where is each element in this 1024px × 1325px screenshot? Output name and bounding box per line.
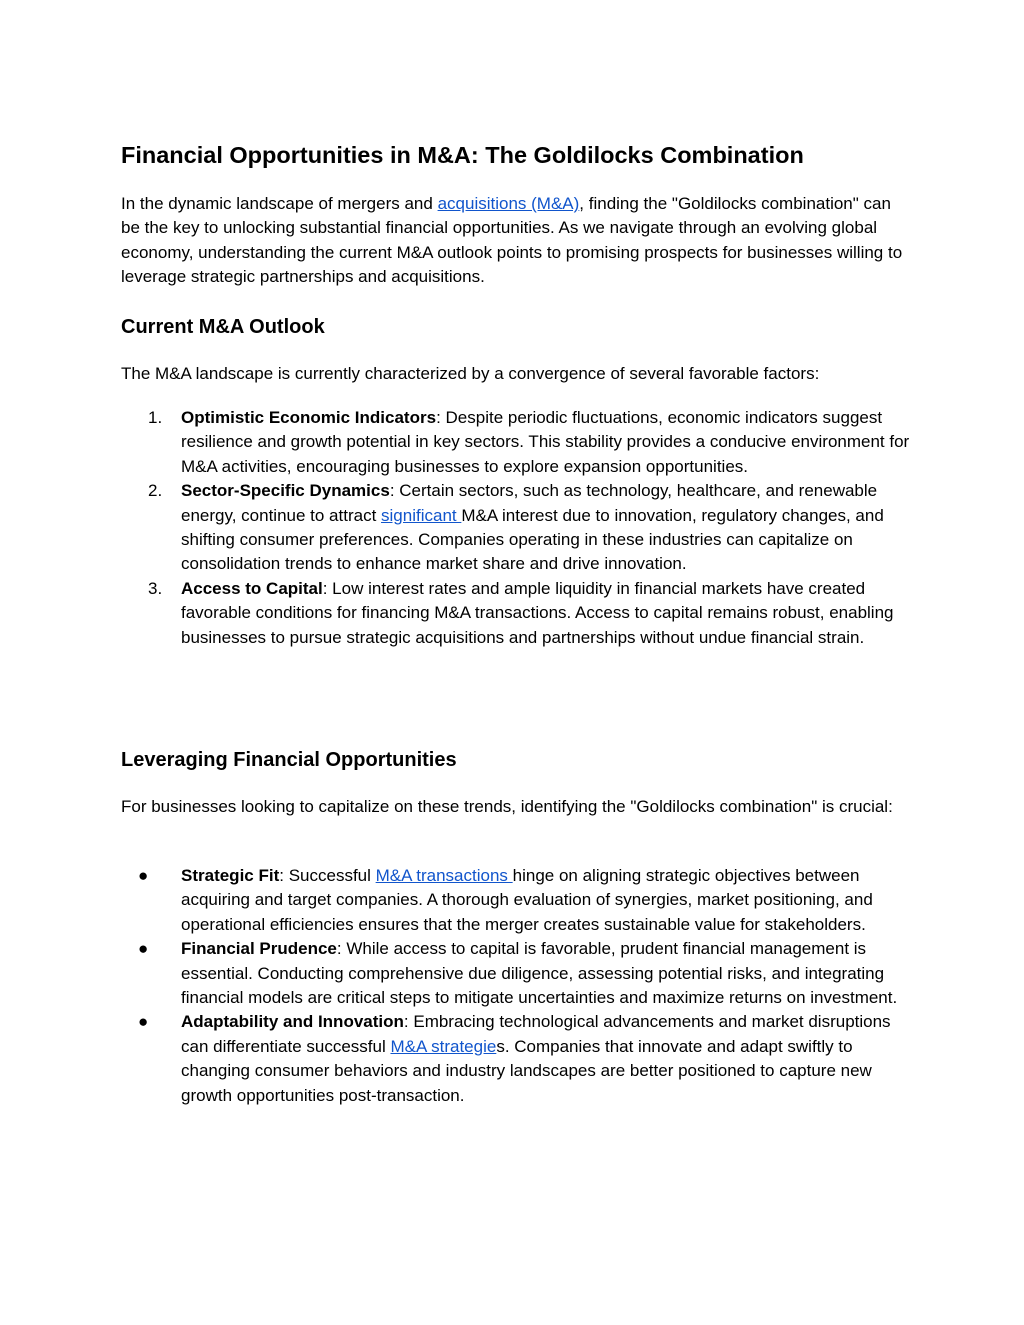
list-item-body: : Successful (279, 866, 376, 885)
list-number: 2. (148, 481, 163, 501)
outlook-heading: Current M&A Outlook (121, 316, 325, 338)
intro-paragraph (121, 192, 911, 290)
list-item (121, 406, 911, 479)
list-item-text (181, 479, 911, 577)
list-item-body: : While access to capital is favorable, prudent financial management is essential. Conducting comprehensive due diligence, assessing potential risks, and integrating financial models are critical steps to mitigate uncertainties and maximize returns on investment. (181, 939, 898, 1008)
list-item-body: : Embracing technological advancements and market disruptions can differentiate successful (181, 1012, 891, 1056)
list-item (121, 864, 911, 937)
list-number: 1. (148, 408, 163, 427)
leveraging-heading: Leveraging Financial Opportunities (121, 749, 457, 771)
leveraging-lead: For businesses looking to capitalize on these trends, identifying the "Goldilocks combination" is crucial: (121, 797, 893, 816)
list-item-body: : Low interest rates and ample liquidity in financial markets have created favorable conditions for financing M&A transactions. Access to capital remains robust, enabling businesses to pursue strategic acquisitions and partnerships without undue financial strain. (181, 578, 894, 647)
list-item-text (181, 1010, 911, 1108)
list-item-body-after: M&A interest due to innovation, regulatory changes, and shifting consumer preferences. Companies operating in these industries can capitalize on consolidation trends to enhance market share and drive innovation. (181, 505, 884, 574)
list-item-term: Optimistic Economic Indicators (181, 408, 437, 427)
page-title: Financial Opportunities in M&A: The Goldilocks Combination (121, 142, 804, 168)
list-item-term: Sector-Specific Dynamics (181, 481, 390, 501)
list-item-text (181, 937, 911, 1010)
list-item-text (181, 406, 911, 479)
outlook-numbered-list (121, 406, 911, 650)
ma-strategies-link[interactable]: M&A strategie (390, 1036, 497, 1056)
list-number: 3. (148, 578, 163, 598)
bullet-icon: ● (138, 1012, 149, 1032)
acquisitions-link[interactable]: acquisitions (M&A) (437, 194, 580, 213)
intro-text-after: , finding the "Goldilocks combination" can be the key to unlocking substantial financial opportunities. As we navigate through an evolving global economy, understanding the current M&A outlook points to promising prospects for businesses willing to leverage strategic partnerships and acquisitions. (121, 194, 903, 287)
leveraging-bullet-list (121, 864, 911, 1108)
intro-text-before: In the dynamic landscape of mergers and (121, 194, 438, 213)
significant-link[interactable]: significant (381, 505, 462, 525)
list-item (121, 937, 911, 1010)
list-item-text (181, 864, 911, 937)
list-item-body-after: hinge on aligning strategic objectives between acquiring and target companies. A thorough evaluation of synergies, market positioning, and operational efficiencies ensures that the merger creates sustainable value for stakeholders. (181, 866, 873, 934)
list-item-body: : Certain sectors, such as technology, healthcare, and renewable energy, continue to attract (181, 481, 878, 525)
bullet-icon: ● (138, 939, 149, 959)
list-item-term: Adaptability and Innovation (181, 1012, 404, 1032)
list-item-body-after: s. Companies that innovate and adapt swiftly to changing consumer behaviors and industry landscapes are better positioned to capture new growth opportunities post-transaction. (181, 1036, 872, 1105)
list-item-text (181, 577, 911, 650)
list-item (121, 577, 911, 650)
list-item-term: Access to Capital (181, 578, 323, 598)
list-item-term: Strategic Fit (181, 866, 280, 885)
list-item-body: : Despite periodic fluctuations, economic indicators suggest resilience and growth potential in key sectors. This stability provides a conducive environment for M&A activities, encouraging businesses to explore expansion opportunities. (181, 408, 910, 476)
list-item (121, 479, 911, 577)
list-item (121, 1010, 911, 1108)
outlook-lead: The M&A landscape is currently characterized by a convergence of several favorable factors: (121, 364, 820, 383)
ma-transactions-link[interactable]: M&A transactions (375, 866, 513, 885)
bullet-icon: ● (138, 866, 149, 885)
list-item-term: Financial Prudence (181, 939, 337, 959)
